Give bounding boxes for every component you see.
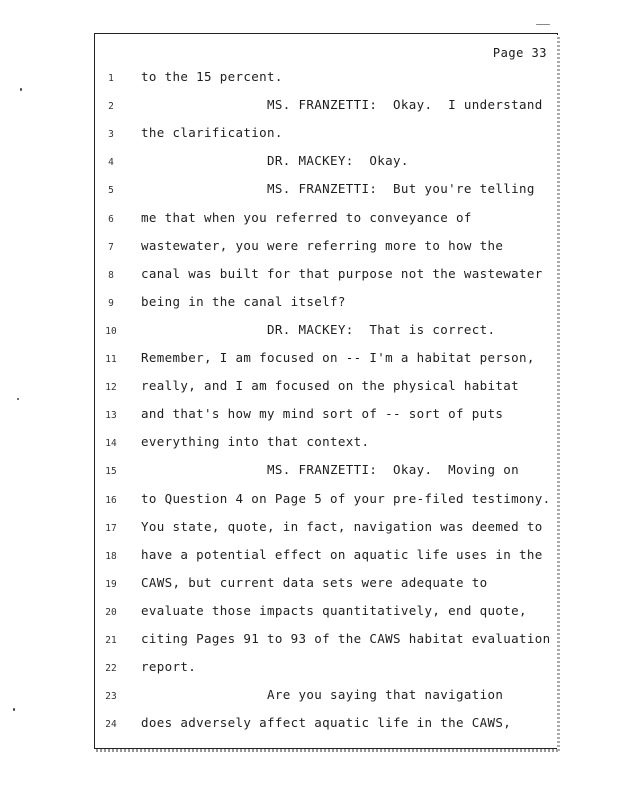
line-text: report. — [141, 659, 197, 675]
transcript-line — [95, 69, 557, 89]
line-text: canal was built for that purpose not the wastewater — [141, 265, 543, 281]
line-text: being in the canal itself? — [141, 293, 346, 309]
line-number: 22 — [105, 663, 117, 675]
line-number: 4 — [108, 157, 114, 169]
line-text: does adversely affect aquatic life in the CAWS, — [141, 715, 512, 731]
page-right-edge — [557, 35, 560, 751]
line-text: DR. MACKEY: Okay. — [141, 153, 409, 169]
scan-artifact — [17, 398, 19, 400]
transcript-line — [95, 715, 557, 735]
transcript-line — [95, 491, 557, 511]
transcript-line — [95, 575, 557, 595]
line-text: wastewater, you were referring more to how the — [141, 237, 504, 253]
line-number: 10 — [105, 325, 117, 337]
transcript-line — [95, 210, 557, 230]
line-number: 12 — [105, 382, 117, 394]
line-text: CAWS, but current data sets were adequate to — [141, 574, 488, 590]
transcript-line — [95, 181, 557, 201]
transcript-line — [95, 462, 557, 482]
transcript-line — [95, 378, 557, 398]
line-number: 14 — [105, 438, 117, 450]
transcript-line — [95, 153, 557, 173]
line-text: DR. MACKEY: That is correct. — [141, 321, 496, 337]
scan-artifact — [13, 708, 15, 711]
line-number: 8 — [108, 269, 114, 281]
line-text: have a potential effect on aquatic life uses in the — [141, 546, 543, 562]
line-number: 7 — [108, 241, 114, 253]
line-number: 11 — [105, 354, 117, 365]
line-number: 5 — [108, 185, 114, 197]
line-number: 9 — [108, 297, 114, 309]
transcript-line — [95, 434, 557, 454]
line-number: 13 — [105, 410, 117, 422]
line-text: me that when you referred to conveyance of — [141, 209, 472, 225]
line-number: 23 — [105, 691, 117, 703]
line-number: 24 — [105, 719, 117, 731]
transcript-line — [95, 97, 557, 117]
line-number: 18 — [105, 550, 117, 562]
line-number: 16 — [105, 494, 117, 506]
transcript-line — [95, 519, 557, 539]
line-number: 21 — [105, 635, 117, 646]
line-text: MS. FRANZETTI: Okay. I understand — [141, 97, 543, 113]
transcript-line — [95, 322, 557, 342]
line-number: 3 — [108, 129, 114, 141]
transcript-line — [95, 238, 557, 258]
line-number: 15 — [105, 466, 117, 478]
transcript-line — [95, 659, 557, 679]
page-number: Page 33 — [492, 46, 547, 60]
transcript-line — [95, 603, 557, 623]
page-bottom-edge — [96, 749, 560, 752]
line-text: You state, quote, in fact, navigation was deemed to — [141, 518, 543, 534]
line-number: 19 — [105, 578, 117, 590]
line-text: Are you saying that navigation — [141, 687, 504, 703]
transcript-line — [95, 350, 557, 370]
line-text: Remember, I am focused on -- I'm a habitat person, — [141, 350, 535, 365]
line-text: the clarification. — [141, 125, 283, 141]
transcript-page — [94, 33, 558, 749]
line-text: to Question 4 on Page 5 of your pre-filed testimony. — [141, 490, 551, 506]
scan-artifact — [20, 88, 22, 91]
line-number: 2 — [108, 101, 114, 113]
line-text: and that's how my mind sort of -- sort of puts — [141, 406, 504, 422]
line-text: citing Pages 91 to 93 of the CAWS habitat evaluation — [141, 631, 551, 646]
scan-artifact — [536, 24, 550, 25]
line-number: 17 — [105, 522, 117, 534]
line-number: 20 — [105, 606, 117, 618]
transcript-line — [95, 266, 557, 286]
transcript-line — [95, 687, 557, 707]
transcript-line — [95, 294, 557, 314]
line-text: evaluate those impacts quantitatively, end quote, — [141, 602, 527, 618]
line-text: MS. FRANZETTI: Okay. Moving on — [141, 462, 520, 478]
line-text: everything into that context. — [141, 434, 370, 450]
line-text: really, and I am focused on the physical habitat — [141, 378, 520, 394]
line-text: MS. FRANZETTI: But you're telling — [141, 181, 535, 197]
line-number: 1 — [108, 73, 114, 84]
line-number: 6 — [108, 213, 114, 225]
transcript-line — [95, 631, 557, 651]
transcript-line — [95, 125, 557, 145]
transcript-line — [95, 547, 557, 567]
transcript-line — [95, 406, 557, 426]
line-text: to the 15 percent. — [141, 69, 283, 84]
